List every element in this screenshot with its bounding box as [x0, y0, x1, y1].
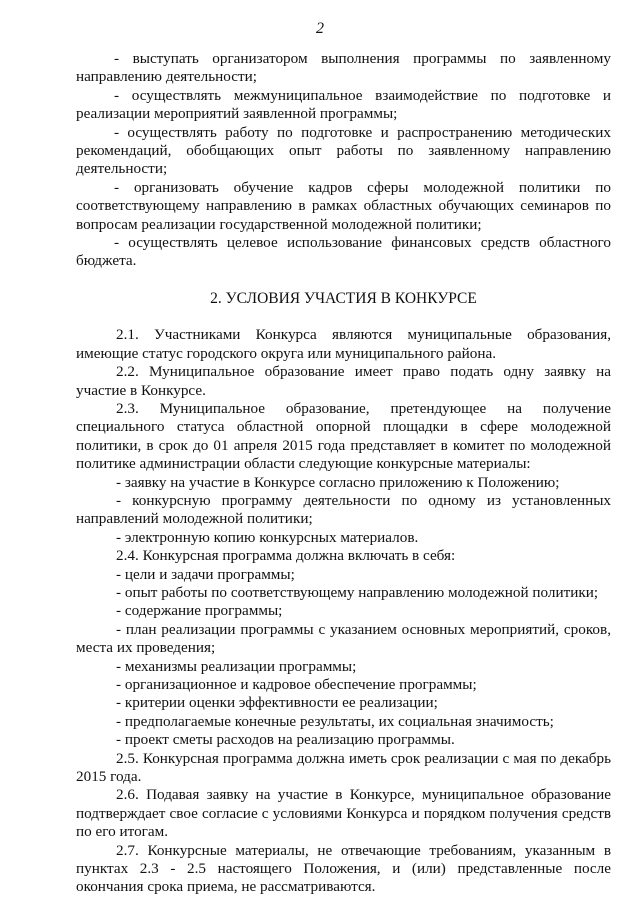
paragraph-2-6: 2.6. Подавая заявку на участие в Конкурсе, муниципальное образование подтверждает свое согласие с условиями Конкурса и порядком получения средств по его итогам. — [76, 786, 611, 841]
intro-item: - осуществлять работу по подготовке и распространению методических рекомендаций, обобщающих опыт работы по заявленному направлению деятельности; — [76, 123, 611, 178]
list-item: - критерии оценки эффективности ее реализации; — [116, 694, 438, 712]
list-item: - механизмы реализации программы; — [116, 657, 357, 675]
list-item: - электронную копию конкурсных материалов. — [116, 528, 419, 546]
list-item: - заявку на участие в Конкурсе согласно приложению к Положению; — [116, 473, 560, 491]
paragraph-2-5: 2.5. Конкурсная программа должна иметь срок реализации с мая по декабрь 2015 года. — [76, 749, 611, 786]
list-item: - проект сметы расходов на реализацию программы. — [116, 731, 455, 749]
list-item: - опыт работы по соответствующему направлению молодежной политики; — [116, 583, 599, 601]
intro-item: - выступать организатором выполнения программы по заявленному направлению деятельности; — [76, 50, 611, 86]
document-body — [76, 50, 611, 897]
intro-item: - осуществлять целевое использование финансовых средств областного бюджета. — [76, 234, 611, 270]
intro-item: - организовать обучение кадров сферы молодежной политики по соответствующему направлению в рамках областных обучающих семинаров по вопросам реализации государственной молодежной политики; — [76, 178, 611, 233]
list-item: - конкурсную программу деятельности по одному из установленных направлений молодежной политики; — [76, 491, 611, 528]
intro-item: - осуществлять межмуниципальное взаимодействие по подготовке и реализации мероприятий заявленной программы; — [76, 86, 611, 123]
paragraph-2-4: 2.4. Конкурсная программа должна включать в себя: — [116, 547, 456, 565]
list-item: - план реализации программы с указанием основных мероприятий, сроков, места их проведения; — [76, 620, 611, 657]
paragraph-2-3: 2.3. Муниципальное образование, претендующее на получение специального статуса областной опорной площадки в сфере молодежной политики, в срок до 01 апреля 2015 года представляет в комитет по молодежной политике администрации области следующие конкурсные материалы: — [76, 399, 611, 473]
section-heading: 2. УСЛОВИЯ УЧАСТИЯ В КОНКУРСЕ — [210, 289, 477, 307]
list-item: - содержание программы; — [116, 602, 283, 620]
paragraph-2-2: 2.2. Муниципальное образование имеет право подать одну заявку на участие в Конкурсе. — [76, 363, 611, 399]
paragraph-2-1: 2.1. Участниками Конкурса являются муниципальные образования, имеющие статус городского округа или муниципального района. — [76, 326, 611, 362]
list-item: - организационное и кадровое обеспечение программы; — [116, 676, 477, 693]
list-item: - цели и задачи программы; — [116, 565, 295, 583]
paragraph-2-7: 2.7. Конкурсные материалы, не отвечающие требованиям, указанным в пунктах 2.3 - 2.5 настоящего Положения, и (или) представленные после окончания срока приема, не рассматриваются. — [76, 841, 611, 896]
list-item: - предполагаемые конечные результаты, их социальная значимость; — [116, 712, 554, 730]
page-number: 2 — [316, 20, 324, 37]
